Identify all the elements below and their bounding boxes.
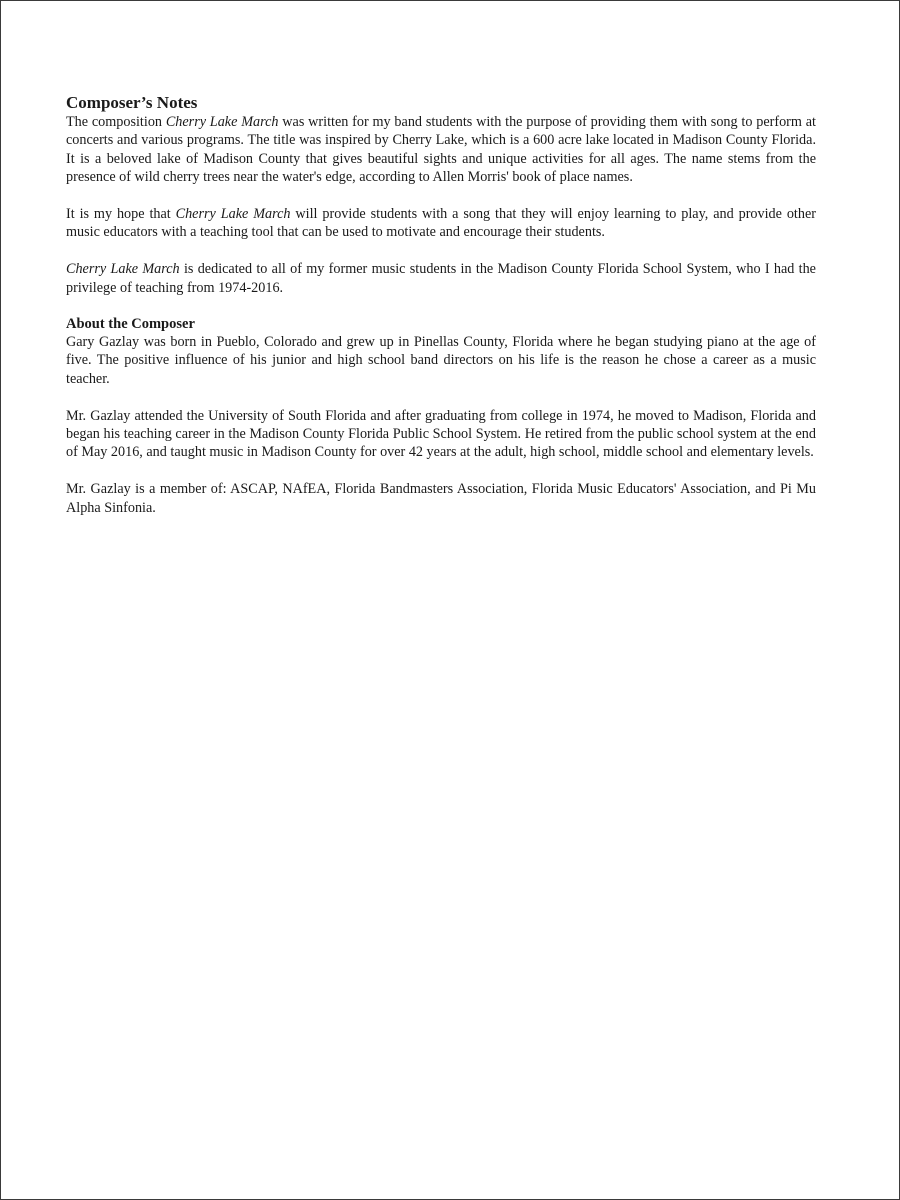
composition-title: Cherry Lake March	[175, 206, 291, 223]
composers-notes-paragraph-2	[66, 205, 816, 242]
composition-title: Cherry Lake March	[165, 114, 279, 130]
about-composer-heading: About the Composer	[66, 316, 195, 333]
composers-notes-paragraph-3	[66, 260, 816, 297]
page-content	[66, 93, 816, 535]
composers-notes-heading: Composer’s Notes	[66, 93, 198, 112]
composers-notes-paragraph-1	[66, 113, 816, 187]
text-segment: It is my hope that	[66, 206, 176, 223]
text-segment: will provide students with a song that they will enjoy learning to play, and provide other music educators with a teaching tool that can be used to motivate and encourage their students.	[66, 206, 816, 241]
text-segment: was written for my band students with the purpose of providing them with song to perform at concerts and various programs. The title was inspired by Cherry Lake, which is a 600 acre lake located in Madison County Florida. It is a beloved lake of Madison County that gives beautiful sights and unique activities for all ages. The name stems from the presence of wild cherry trees near the water's edge, according to Allen Morris' book of place names.	[66, 114, 816, 186]
about-composer-paragraph-1: Gary Gazlay was born in Pueblo, Colorado and grew up in Pinellas County, Florida where he began studying piano at the age of five. The positive influence of his junior and high school band directors on his life is the reason he chose a career as a music teacher.	[66, 334, 816, 387]
composition-title: Cherry Lake March	[66, 261, 180, 278]
about-composer-paragraph-2: Mr. Gazlay attended the University of South Florida and after graduating from college in 1974, he moved to Madison, Florida and began his teaching career in the Madison County Florida Public School System. He retired from the public school system at the end of May 2016, and taught music in Madison County for over 42 years at the adult, high school, middle school and elementary levels.	[66, 407, 816, 461]
text-segment: is dedicated to all of my former music students in the Madison County Florida School System, who I had the privilege of teaching from 1974-2016.	[66, 261, 816, 296]
text-segment: The composition	[66, 114, 166, 130]
about-composer-paragraph-3: Mr. Gazlay is a member of: ASCAP, NAfEA, Florida Bandmasters Association, Florida Music Educators' Association, and Pi Mu Alpha Sinfonia.	[66, 481, 816, 516]
